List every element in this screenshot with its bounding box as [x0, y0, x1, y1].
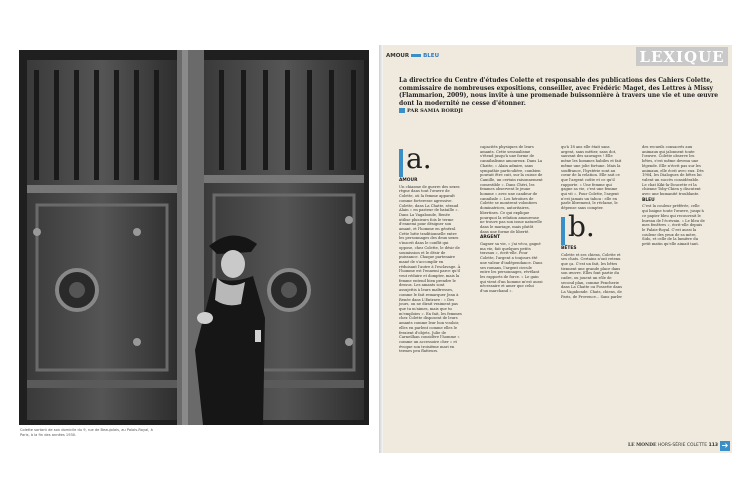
entry-text-betes-cont: des recueils consacrés aux animaux qui jalonnent toute l'œuvre. Colette observe les bêtes, s'est même devenu une légende. Elle n'écrit pas sur les animaux, elle écrit avec eux. Dès 1904, les Dialogues de bêtes lui valent un succès considérable. Le chat Kiki-la-Doucette et la chienne Toby-Chien y discutent avec une humanité troublante. — [642, 145, 704, 197]
section-mark — [411, 54, 421, 57]
page-number: 113 — [708, 443, 718, 448]
drop-letter-text: a. — [406, 142, 432, 175]
entry-title-bleu: BLEU — [642, 197, 655, 203]
entry-text-amour: Un chiasme de guerre des sexes règne dans tout l'œuvre de Colette, où la femme apparaît comme forteresse agressive. Colette, dans La Chatte, séraud Alain « en pasteur de bataille ». Dans La Vagabonde, Renée utilise plusieurs fois le terme d'ennemi pour désigner son amant, et l'homme en général. Cette lutte traditionnelle entre les personnages des deux sexes s'inscrit dans le conflit qui oppose, chez Colette, le désir de soumission et le désir de puissance. Chaque partenaire mané de s'accomplir en réduisant l'autre à l'esclavage. À l'homme est l'ennemi parce qu'il veut réduire et dompter, mais la femme entend bien prendre le dessus. Les amants sont assujettis à leurs maîtresses, comme le fait remarquer Jean à Renée dans L'Entrave : « Des jours, on ne dirait vraiment pas que tu m'aimes, mais que tu m'emploies ». En fait, les femmes chez Colette disposent de leurs amants comme leur bon vouloir, elles en parlent comme elles le feraient d'objets. Julie de Carneilhan considère l'homme « comme un accessoire cher » et évoque son troisième mari en termes peu flatteurs. — [399, 184, 462, 354]
entry-text-betes: Colette et ses chiens, Colette et ses chats. Certains n'ont retenu que ça. C'est un fait, les bêtes tiennent une grande place dans son œuvre. Elles font partie du cadre, ou jouent un rôle de second plan, comme Pencherie dans La Chatte ou Fossette dans La Vagabonde. Chats, chiens, de Paris, de Provence... Sans parler — [561, 252, 623, 299]
column-2 — [480, 145, 543, 296]
intro-paragraph — [399, 77, 721, 116]
section-left: AMOUR — [386, 53, 410, 59]
byline-text: PAR SAMIA BORDJI — [407, 108, 464, 115]
entry-title-betes: BÊTES — [561, 245, 577, 251]
entry-text-amour-cont: capacités physiques de leurs amants. Cette sensualisme s'étend jusqu'à une forme de cannibalisme amoureux. Dans La Chatte, « Alain admire, sans sympathie particulière, combien pouvait être cuit, sur la cuisse de Camille, un certain raisonnement comestible ». Dans Chéri, les femmes observent le jeune homme « avec une candeur de cannibale ». Les héroïnes de Colette se montrent volontiers dominatrices, autoritaires, libertines. Ce qui explique pourquoi la relation amoureuse ne trouve pas son issue naturelle dans le mariage, mais plutôt dans une forme de liberté. — [480, 145, 543, 234]
right-page — [383, 45, 732, 453]
page-footer — [628, 443, 718, 448]
photo-caption: Colette sortant de son domicile du 9, rue de Beaujolais, au Palais-Royal, à Paris, à la fin des années 1930. — [20, 428, 153, 437]
entry-text-bleu: C'est la couleur préférée, celle qui baigne toute l'œuvre, jusqu'à ce papier bleu qui recouvrait le bureau de l'écrivain. « Le bleu de mes fenêtres », écrit-elle depuis le Palais-Royal. C'est aussi la couleur des yeux de sa mère, Sido, et celle de la lumière du petit matin qu'elle aimait tant. — [642, 204, 705, 247]
intro-text: La directrice du Centre d'études Colette et responsable des publications des Cahiers Colette, commissaire de nombreuses expositions, conseiller, avec Frédéric Maget, des Lettres à Missy (Flammarion, 2009), nous invite à une promenade buissonnière à travers une vie et une œuvre dont la modernité ne cesse d'étonner. — [399, 77, 719, 107]
lexique-banner: LEXIQUE — [636, 47, 728, 66]
column-3 — [561, 145, 624, 302]
column-4 — [642, 145, 705, 249]
drop-letter-bar — [561, 217, 565, 245]
entry-title-amour: AMOUR — [399, 178, 418, 183]
colette-photo — [19, 50, 369, 425]
next-page-arrow-icon[interactable]: ➔ — [721, 441, 729, 450]
section-right: BLEU — [423, 53, 440, 59]
entry-text-argent-cont: qu'à 18 ans elle était sans argent, sans métier, sans dot, sauvant des sauvages ! Elle mène les hommes habiles et fait même une jolie fortune. Mais la souffrance, l'hystérie sont au cœur de la relation. Elle sait ce que l'argent coûte et ce qu'il rapporte. « Une femme qui gagne sa vie, c'est une femme qui vit ». Pour Colette, l'argent n'est jamais un tabou : elle en parle librement, le réclame, le dépense sans compter. — [561, 145, 622, 211]
footer-brand: LE MONDE — [627, 443, 657, 448]
drop-letter-a — [399, 142, 462, 177]
magazine-spread — [14, 45, 732, 453]
drop-letter-b — [561, 209, 624, 245]
entry-title-argent: ARGENT — [480, 235, 501, 241]
byline-mark — [399, 108, 405, 113]
byline — [399, 108, 721, 116]
left-page — [14, 45, 381, 453]
section-header — [386, 53, 439, 59]
entry-text-argent: Gagner sa vie, « j'ai vécu, gagné ma vie, fait quelques petits travaux », écrit-elle. Pour Colette, l'argent a toujours été une valeur d'indépendance. Dans ses romans, l'argent circule entre les personnages, révélant les rapports de force. « Le gain qui vient d'un homme m'est aussi nécessaire et amer que celui d'un marchand ». — [480, 242, 543, 294]
drop-letter-text: b. — [568, 209, 595, 243]
drop-letter-bar — [399, 149, 403, 177]
footer-issue: HORS-SÉRIE COLETTE — [657, 443, 708, 448]
column-1 — [399, 142, 462, 356]
